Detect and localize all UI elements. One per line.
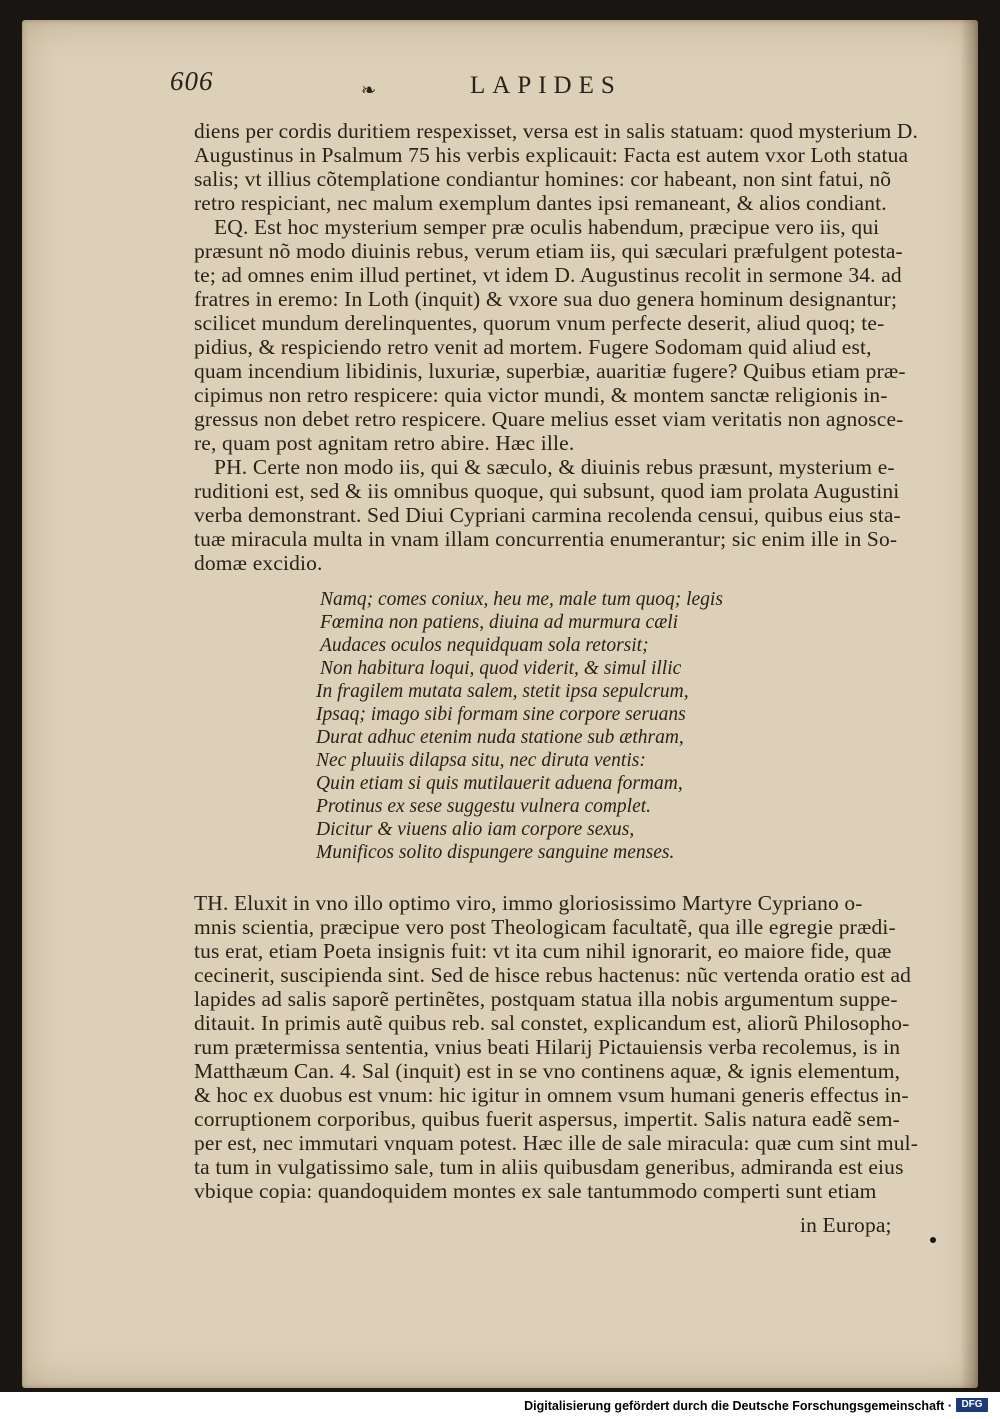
page-gutter-shadow <box>960 20 978 1388</box>
verse-line: Durat adhuc etenim nuda statione sub æthram, <box>316 727 684 748</box>
running-title: LAPIDES <box>470 72 622 99</box>
verse-line: Quin etiam si quis mutilauerit aduena formam, <box>316 773 683 794</box>
text-line: Matthæum Can. 4. Sal (inquit) est in se vno continens aquæ, & ignis elementum, <box>194 1059 901 1083</box>
verse-line: Munificos solito dispungere sanguine menses. <box>316 842 675 863</box>
footer-credit: Digitalisierung gefördert durch die Deutsche Forschungsgemeinschaft · <box>524 1399 952 1413</box>
footer-bar <box>0 1392 1000 1419</box>
text-line: ditauit. In primis autẽ quibus reb. sal constet, explicandum est, aliorũ Philosopho- <box>194 1011 910 1035</box>
text-line: Augustinus in Psalmum 75 his verbis explicauit: Facta est autem vxor Loth statua <box>194 143 909 167</box>
text-line: per est, nec immutari vnquam potest. Hæc ille de sale miracula: quæ cum sint mul- <box>194 1131 919 1155</box>
text-line: retro respiciant, nec malum exemplum dantes ipsi remaneant, & alios condiant. <box>194 191 887 215</box>
text-line: diens per cordis duritiem respexisset, versa est in salis statuam: quod mysterium D. <box>194 119 918 143</box>
page-number: 606 <box>170 66 214 96</box>
text-line: re, quam post agnitam retro abire. Hæc ille. <box>194 431 575 455</box>
text-line: domæ excidio. <box>194 551 323 575</box>
text-line: corruptionem corporibus, quibus fuerit aspersus, impertit. Salis natura eadẽ sem- <box>194 1107 900 1131</box>
text-line: ta tum in vulgatissimo sale, tum in aliis quibusdam generibus, admiranda est eius <box>194 1155 904 1179</box>
verse-line: In fragilem mutata salem, stetit ipsa sepulcrum, <box>316 681 689 702</box>
verse-line: Protinus ex sese suggestu vulnera complet. <box>316 796 652 817</box>
text-line: te; ad omnes enim illud pertinet, vt idem D. Augustinus recolit in sermone 34. ad <box>194 263 902 287</box>
text-line: verba demonstrant. Sed Diui Cypriani carmina recolenda censui, quibus eius sta- <box>194 503 901 527</box>
header-ornament: ❧ <box>361 80 377 100</box>
text-line: quam incendium libidinis, luxuriæ, superbiæ, auaritiæ fugere? Quibus etiam præ- <box>194 359 906 383</box>
verse-line: Audaces oculos nequidquam sola retorsit; <box>320 635 649 656</box>
text-line: EQ. Est hoc mysterium semper præ oculis habendum, præcipue vero iis, qui <box>214 215 880 239</box>
ink-spot <box>930 1237 936 1243</box>
text-line: scilicet mundum derelinquentes, quorum vnum perfecte deserit, aliud quoq; te- <box>194 311 885 335</box>
text-line: cecinerit, suscipienda sint. Sed de hisce rebus hactenus: nũc vertenda oratio est ad <box>194 963 912 987</box>
text-line: lapides ad salis saporẽ pertinẽtes, postquam statua illa nobis argumentum suppe- <box>194 987 898 1011</box>
text-line: mnis scientia, præcipue vero post Theologicam facultatẽ, qua ille egregie prædi- <box>194 915 896 939</box>
text-line: pidius, & respiciendo retro venit ad mortem. Fugere Sodomam quid aliud est, <box>194 335 872 359</box>
text-line: & hoc ex duobus est vnum: hic igitur in omnem vsum humani generis effectus in- <box>194 1083 909 1107</box>
text-line: cipimus non retro respicere: quia victor mundi, & montem sanctæ religionis in- <box>194 383 888 407</box>
text-line: gressus non debet retro respicere. Quare melius esset viam veritatis non agnosce- <box>194 407 904 431</box>
text-line: TH. Eluxit in vno illo optimo viro, immo gloriosissimo Martyre Cypriano o- <box>194 891 863 915</box>
verse-line: Dicitur & viuens alio iam corpore sexus, <box>316 819 635 840</box>
text-line: tuæ miracula multa in vnam illam concurrentia enumerantur; sic enim ille in So- <box>194 527 898 551</box>
verse-line: Fœmina non patiens, diuina ad murmura cæli <box>320 612 679 633</box>
dfg-logo: DFG <box>956 1398 988 1412</box>
verse-line: Namq; comes coniux, heu me, male tum quoq; legis <box>320 589 723 610</box>
verse-line: Ipsaq; imago sibi formam sine corpore seruans <box>316 704 686 725</box>
text-line: tus erat, etiam Poeta insignis fuit: vt ita cum nihil ignorarit, eo maiore fide, quæ <box>194 939 892 963</box>
text-line: salis; vt illius cõtemplatione condiantur homines: cor habeant, non sint fatui, nõ <box>194 167 892 191</box>
text-line: rum prætermissa sententia, vnius beati Hilarij Pictauiensis verba recolemus, is in <box>194 1035 901 1059</box>
verse-line: Nec pluuiis dilapsa situ, nec diruta ventis: <box>316 750 646 771</box>
text-line: vbique copia: quandoquidem montes ex sale tantummodo comperti sunt etiam <box>194 1179 877 1203</box>
text-line: fratres in eremo: In Loth (inquit) & vxore sua duo genera hominum designantur; <box>194 287 898 311</box>
catchword: in Europa; <box>800 1213 892 1237</box>
text-line: præsunt nõ modo diuinis rebus, verum etiam iis, qui sæculari præfulgent potesta- <box>194 239 903 263</box>
verse-line: Non habitura loqui, quod viderit, & simul illic <box>320 658 682 679</box>
text-line: PH. Certe non modo iis, qui & sæculo, & diuinis rebus præsunt, mysterium e- <box>214 455 895 479</box>
text-line: ruditioni est, sed & iis omnibus quoque, qui subsunt, quod iam prolata Augustini <box>194 479 900 503</box>
